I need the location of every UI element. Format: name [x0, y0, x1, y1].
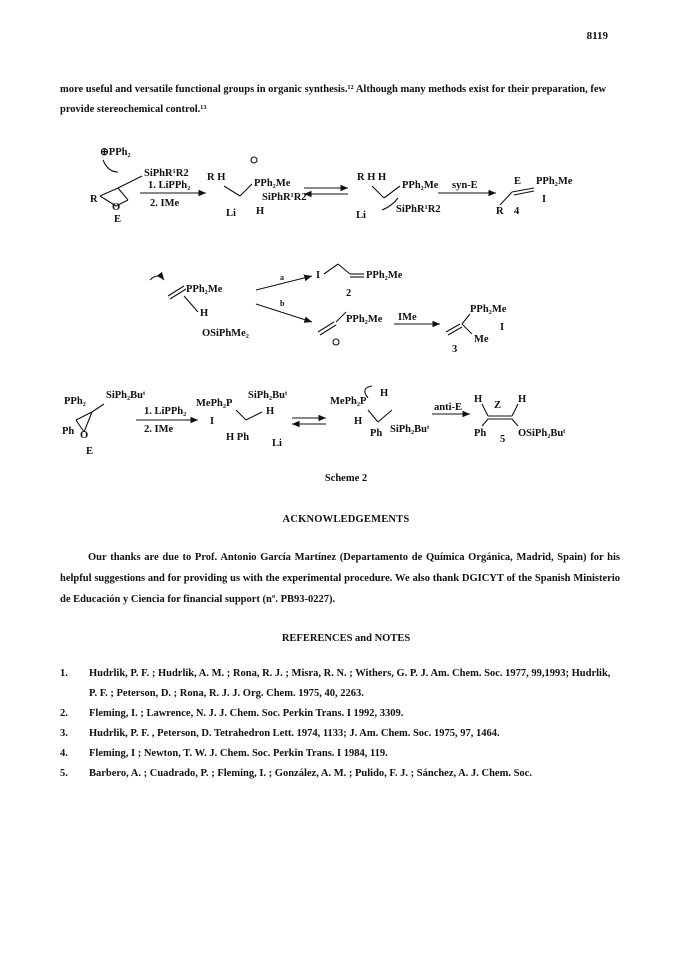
reference-text: Hudrlik, P. F. , Peterson, D. Tetrahedron Lett. 1974, 1133; J. Am. Chem. Soc. 1975, 97, 1464. — [89, 728, 500, 739]
reference-number: 2. — [60, 708, 68, 719]
acknowledgements-text: Our thanks are due to Prof. Antonio García Martínez (Departamento de Química Orgánica, Madrid, Spain) for his helpful suggestions and for providing us with the experimental procedure. We also thank DGICYT of the Spanish Ministerio de Educación y Ciencia for financial support (nº. PB93-0227). — [60, 552, 620, 605]
r1-int2-si: SiPhR¹R2 — [396, 204, 441, 215]
r1-start-sub: SiPhR¹R2 — [144, 168, 189, 179]
r1-step2: 2. IMe — [150, 198, 180, 209]
reference-text: Hudrlik, P. F. ; Hudrlik, A. M. ; Rona, R. J. ; Misra, R. N. ; Withers, G. P. J. Am. Chem. Soc. 1977, 99,1993; Hudrlik, P. F. ; Peterson, D. ; Rona, R. J. J. Org. Chem. 1975, 40, 2263. — [89, 668, 611, 699]
r3-start-e: E — [86, 446, 94, 457]
r1-int1-h: H — [256, 206, 265, 217]
page-number: 8119 — [586, 30, 608, 42]
scheme-row-2 — [150, 264, 507, 355]
r3-start-ph: Ph — [62, 426, 75, 437]
acknowledgements-heading: ACKNOWLEDGEMENTS — [282, 514, 410, 525]
r1-prod-e: E — [514, 176, 522, 187]
r1-syn-e: syn-E — [452, 180, 478, 191]
r3-prod-h2: H — [518, 394, 527, 405]
r3-int1-mep: MePh₂P — [196, 398, 233, 409]
r1-int2-p: PPh₂Me — [402, 180, 439, 191]
r1-int1-p: PPh₂Me — [254, 178, 291, 189]
r2-prod3-num: 3 — [452, 344, 458, 355]
r2-label-b: b — [280, 299, 285, 308]
scheme-caption: Scheme 2 — [324, 473, 368, 484]
r1-int1-rh: R H — [207, 172, 226, 183]
r3-start-p: PPh₂ — [64, 396, 86, 407]
r3-prod-osi: OSiPh₂Buᵗ — [518, 428, 566, 439]
scheme-row-3 — [62, 386, 566, 457]
r1-int2-li: Li — [356, 210, 366, 221]
r3-prod-num: 5 — [500, 434, 506, 445]
r2-prod3-i: I — [500, 322, 505, 333]
r2-prod2-i: I — [316, 270, 321, 281]
reference-item — [60, 744, 620, 764]
r3-start-o: O — [80, 430, 89, 441]
r3-anti-e: anti-E — [434, 402, 463, 413]
r2-start-p: PPh₂Me — [186, 284, 223, 295]
r2-prod3-p: PPh₂Me — [470, 304, 507, 315]
r3-prod-ph: Ph — [474, 428, 487, 439]
r3-int2-h1: H — [380, 388, 389, 399]
reference-number: 5. — [60, 768, 68, 779]
r1-prod-num: 4 — [514, 206, 520, 217]
r1-int1-si: SiPhR¹R2 — [262, 192, 307, 203]
r3-int1-li: Li — [272, 438, 282, 449]
r2-start-h: H — [200, 308, 209, 319]
r3-int2-ph: Ph — [370, 428, 383, 439]
reference-number: 3. — [60, 728, 68, 739]
scheme-drawing — [0, 0, 692, 470]
r1-prod-r: R — [496, 206, 504, 217]
r2-prod2: PPh₂Me — [366, 270, 403, 281]
r2-prod3-me: Me — [474, 334, 489, 345]
r1-start-e: E — [114, 214, 122, 225]
scheme-row-1 — [90, 147, 573, 225]
r3-iodide: I — [210, 416, 215, 427]
reference-item — [60, 664, 620, 704]
r1-start-top: ⊕PPh₂ — [100, 147, 131, 158]
r1-prod-p: PPh₂Me — [536, 176, 573, 187]
r3-int1-hph: H Ph — [226, 432, 250, 443]
r3-step1: 1. LiPPh₂ — [144, 406, 187, 417]
r2-ime: IMe — [398, 312, 417, 323]
r3-start-si: SiPh₂Buᵗ — [106, 390, 146, 401]
r1-step1: 1. LiPPh₂ — [148, 180, 191, 191]
r2-prod2-num: 2 — [346, 288, 352, 299]
r3-int1-si: SiPh₂Buᵗ — [248, 390, 288, 401]
references-heading: REFERENCES and NOTES — [281, 633, 411, 644]
r2-label-a: a — [280, 273, 284, 282]
r1-int2-rhh: R H H — [357, 172, 387, 183]
references-list — [60, 664, 620, 784]
r2-start-osi: OSiPhMe₂ — [202, 328, 249, 339]
r3-int2-mep: MePh₂P — [330, 396, 367, 407]
reference-number: 1. — [60, 668, 68, 679]
reference-item — [60, 764, 620, 784]
r3-int1-h1: H — [266, 406, 275, 417]
reference-text: Fleming, I. ; Lawrence, N. J. J. Chem. Soc. Perkin Trans. I 1992, 3309. — [89, 708, 404, 719]
r3-prod-z: Z — [494, 400, 502, 411]
reference-item — [60, 704, 620, 724]
r1-start-r: R — [90, 194, 98, 205]
r1-iodide: I — [542, 194, 547, 205]
r3-int2-h2: H — [354, 416, 363, 427]
r2-ylide-p: PPh₂Me — [346, 314, 383, 325]
reference-text: Barbero, A. ; Cuadrado, P. ; Fleming, I. ; González, A. M. ; Pulido, F. J. ; Sánchez, A. J. Chem. Soc. — [89, 768, 532, 779]
r1-start-o: O — [112, 202, 121, 213]
reaction-scheme — [0, 0, 692, 470]
reference-number: 4. — [60, 748, 68, 759]
r3-int2-si: SiPh₂Buᵗ — [390, 424, 430, 435]
intro-paragraph: more useful and versatile functional groups in organic synthesis.¹² Although many methods exist for their preparation, few provide stereochemical control.¹³ — [60, 84, 607, 115]
r3-step2: 2. IMe — [144, 424, 174, 435]
reference-item — [60, 724, 620, 744]
r1-int1-li: Li — [226, 208, 236, 219]
reference-text: Fleming, I ; Newton, T. W. J. Chem. Soc. Perkin Trans. I 1984, 119. — [89, 748, 388, 759]
r3-prod-h1: H — [474, 394, 483, 405]
